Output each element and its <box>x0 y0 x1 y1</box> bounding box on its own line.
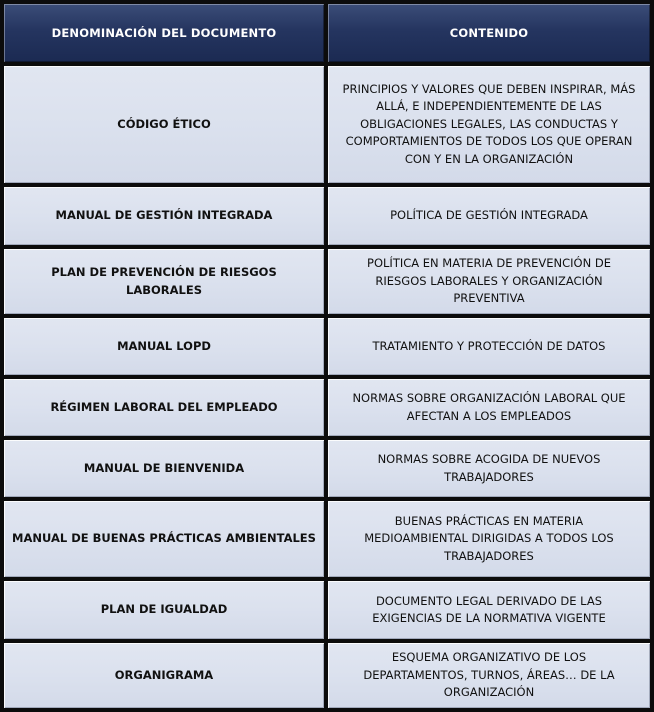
document-name-cell: PLAN DE PREVENCIÓN DE RIESGOS LABORALES <box>4 249 324 314</box>
content-cell: TRATAMIENTO Y PROTECCIÓN DE DATOS <box>328 318 650 375</box>
content-cell: POLÍTICA EN MATERIA DE PREVENCIÓN DE RIESGOS LABORALES Y ORGANIZACIÓN PREVENTIVA <box>328 249 650 314</box>
document-name-cell: MANUAL DE BIENVENIDA <box>4 440 324 497</box>
document-name-cell: MANUAL DE BUENAS PRÁCTICAS AMBIENTALES <box>4 501 324 577</box>
document-name-cell: RÉGIMEN LABORAL DEL EMPLEADO <box>4 379 324 436</box>
document-name-cell: MANUAL LOPD <box>4 318 324 375</box>
content-cell: ESQUEMA ORGANIZATIVO DE LOS DEPARTAMENTOS, TURNOS, ÁREAS… DE LA ORGANIZACIÓN <box>328 643 650 708</box>
content-cell: PRINCIPIOS Y VALORES QUE DEBEN INSPIRAR, MÁS ALLÁ, E INDEPENDIENTEMENTE DE LAS OBLIGACIONES LEGALES, LAS CONDUCTAS Y COMPORTAMIENTOS DE TODOS LOS QUE OPERAN CON Y EN LA ORGANIZACIÓN <box>328 66 650 183</box>
document-name-cell: MANUAL DE GESTIÓN INTEGRADA <box>4 187 324 245</box>
table-row <box>0 318 654 375</box>
table-row <box>0 581 654 639</box>
document-name-cell: ORGANIGRAMA <box>4 643 324 708</box>
content-cell: POLÍTICA DE GESTIÓN INTEGRADA <box>328 187 650 245</box>
table-row <box>0 501 654 577</box>
document-name-cell: PLAN DE IGUALDAD <box>4 581 324 639</box>
table-row <box>0 187 654 245</box>
table-row <box>0 66 654 183</box>
table-row <box>0 379 654 436</box>
table-row <box>0 643 654 708</box>
table-row <box>0 249 654 314</box>
content-cell: DOCUMENTO LEGAL DERIVADO DE LAS EXIGENCIAS DE LA NORMATIVA VIGENTE <box>328 581 650 639</box>
content-cell: BUENAS PRÁCTICAS EN MATERIA MEDIOAMBIENTAL DIRIGIDAS A TODOS LOS TRABAJADORES <box>328 501 650 577</box>
content-cell: NORMAS SOBRE ORGANIZACIÓN LABORAL QUE AFECTAN A LOS EMPLEADOS <box>328 379 650 436</box>
header-content: CONTENIDO <box>328 4 650 62</box>
header-document-name: DENOMINACIÓN DEL DOCUMENTO <box>4 4 324 62</box>
document-name-cell: CÓDIGO ÉTICO <box>4 66 324 183</box>
table-row <box>0 440 654 497</box>
table-header-row <box>0 4 654 62</box>
content-cell: NORMAS SOBRE ACOGIDA DE NUEVOS TRABAJADORES <box>328 440 650 497</box>
